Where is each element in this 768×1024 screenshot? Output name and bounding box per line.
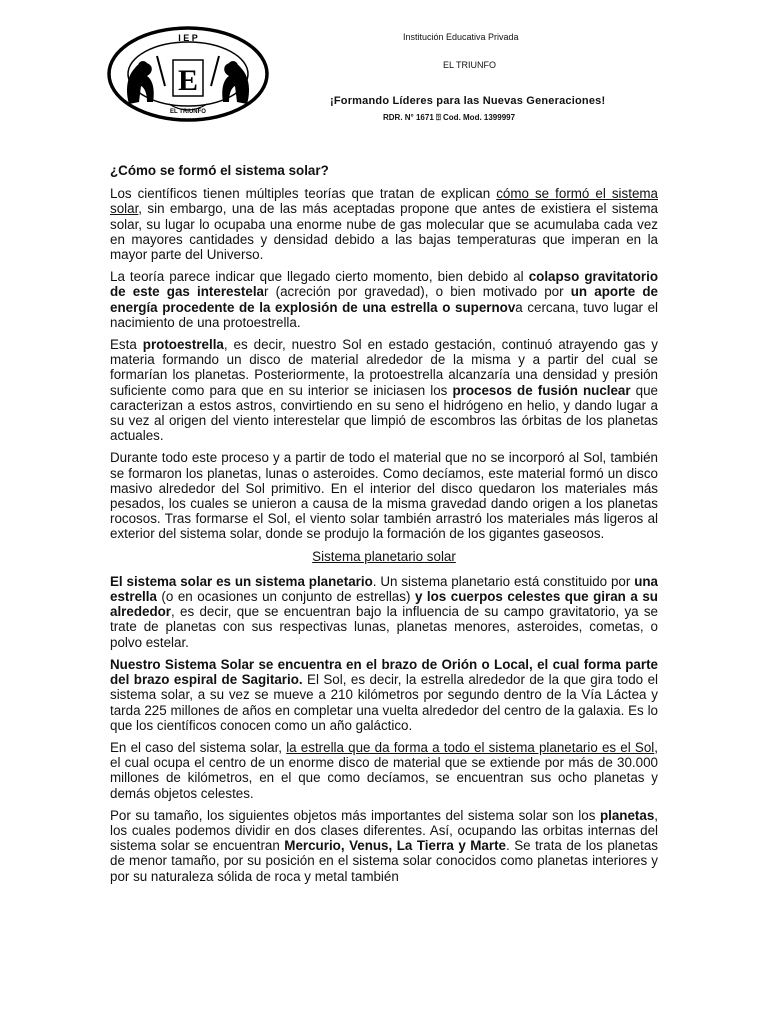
paragraph-2: La teoría parece indicar que llegado cierto momento, bien debido al colapso gravitatorio de este gas interestelar (acreción por gravedad), o bien motivado por un aporte de energía procedente de la explosión de una estrella o supernova cercana, tuvo lugar el nacimiento de una protoestrella. [110,269,659,330]
bold-phrase: Mercurio, Venus, La Tierra y Marte [284,838,506,854]
bold-phrase: protoestrella [142,337,224,353]
svg-text:E: E [177,64,199,97]
underlined-phrase: la estrella que da forma a todo el sistema planetario es el Sol [286,739,655,755]
bold-phrase: procesos de fusión nuclear [452,382,631,398]
institution-registry: RDR. N° 1671 ⍰ Cod. Mod. 1399997 [383,113,516,122]
bold-phrase: una estrella [110,573,658,605]
bold-phrase: Nuestro Sistema Solar se encuentra en el brazo de Orión o Local, el cual forma parte del brazo espiral de Sagitario. [110,656,658,688]
paragraph-1: Los científicos tienen múltiples teorías que tratan de explican cómo se formó el sistema solar, sin embargo, una de las más aceptadas propone que antes de existiera el sistema solar, su lugar lo ocupaba una enorme nube de gas molecular que se acumulaba cada vez en mayores cantidades y densidad debido a las bajas temperaturas que imperan en la mayor parte del Universo. [110,186,658,263]
institution-type: Institución Educativa Privada [403,32,519,42]
paragraph-7: En el caso del sistema solar, la estrella que da forma a todo el sistema planetario es el Sol, el cual ocupa el centro de un enorme disco de material que se extiende por más de 30.000 millones de kilómetros, en el que como decíamos, se encuentran sus ocho planetas y demás objetos celestes. [110,739,658,801]
paragraph-5: El sistema solar es un sistema planetario. Un sistema planetario está constituido por una estrella (o en ocasiones un conjunto de estrellas) y los cuerpos celestes que giran a su alrededor, es decir, que se encuentran bajo la influencia de su campo gravitatorio, ya se trate de planetas con sus respectivas lunas, planetas menores, asteroides, cometas, o polvo estelar. [110,573,658,650]
svg-text:I E P: I E P [178,33,198,43]
letterhead [0,0,768,150]
paragraph-6: Nuestro Sistema Solar se encuentra en el brazo de Orión o Local, el cual forma parte del brazo espiral de Sagitario. El Sol, es decir, la estrella alrededor de la que gira todo el sistema solar, a su vez se mueve a 210 kilómetros por segundo dentro de la Vía Láctea y tarda 225 millones de años en completar una vuelta alrededor del centro de la galaxia. Es lo que los científicos conocen como un año galáctico. [110,656,658,733]
bold-phrase: El sistema solar es un sistema planetario [110,573,373,589]
paragraph-8: Por su tamaño, los siguientes objetos más importantes del sistema solar son los planetas, los cuales podemos dividir en dos clases diferentes. Así, ocupando las orbitas internas del sistema solar se encuentran Mercurio, Venus, La Tierra y Marte. Se trata de los planetas de menor tamaño, por su posición en el sistema solar conocidos como planetas interiores y por su naturaleza sólida de roca y metal también [110,807,658,884]
paragraph-4: Durante todo este proceso y a partir de todo el material que no se incorporó al Sol, también se formaron los planetas, lunas o asteroides. Como decíamos, este material formó un disco masivo alrededor del Sol primitivo. En el interior del disco quedaron los materiales más pesados, los cuales se unieron a causa de la misma gravedad dando origen a los planetas rocosos. Tras formarse el Sol, el viento solar también arrastró los materiales más ligeros al exterior del sistema solar, donde se produjo la formación de los gigantes gaseosos. [110,450,658,542]
svg-text:EL TRIUNFO: EL TRIUNFO [170,109,206,115]
section-heading: Sistema planetario solar [312,548,456,564]
document-title: ¿Cómo se formó el sistema solar? [110,163,329,178]
bold-phrase: y los cuerpos celestes que giran a su alrededor [110,589,658,620]
bold-phrase: planetas [599,807,655,823]
institution-name: EL TRIUNFO [443,60,497,70]
institution-motto: ¡Formando Líderes para las Nuevas Generaciones! [330,95,606,107]
underlined-phrase: cómo se formó el sistema solar [110,186,658,217]
school-crest-logo [107,26,269,122]
paragraph-3: Esta protoestrella, es decir, nuestro Sol en estado gestación, continuó atrayendo gas y materia formando un disco de material alrededor de la misma y a partir del cual se formarían los planetas. Posteriormente, la protoestrella alcanzaría una densidad y presión suficiente como para que en su interior se iniciasen los procesos de fusión nuclear que caracterizan a estos astros, convirtiendo en su seno el hidrógeno en helio, y dando lugar a su vez al origen del viento interestelar que limpió de escombros las órbitas de los planetas actuales. [110,337,659,444]
document-body [110,163,658,891]
bold-phrase: colapso gravitatorio de este gas interestela [110,269,659,300]
bold-phrase: un aporte de energía procedente de la explosión de una estrella o supernov [110,284,659,315]
